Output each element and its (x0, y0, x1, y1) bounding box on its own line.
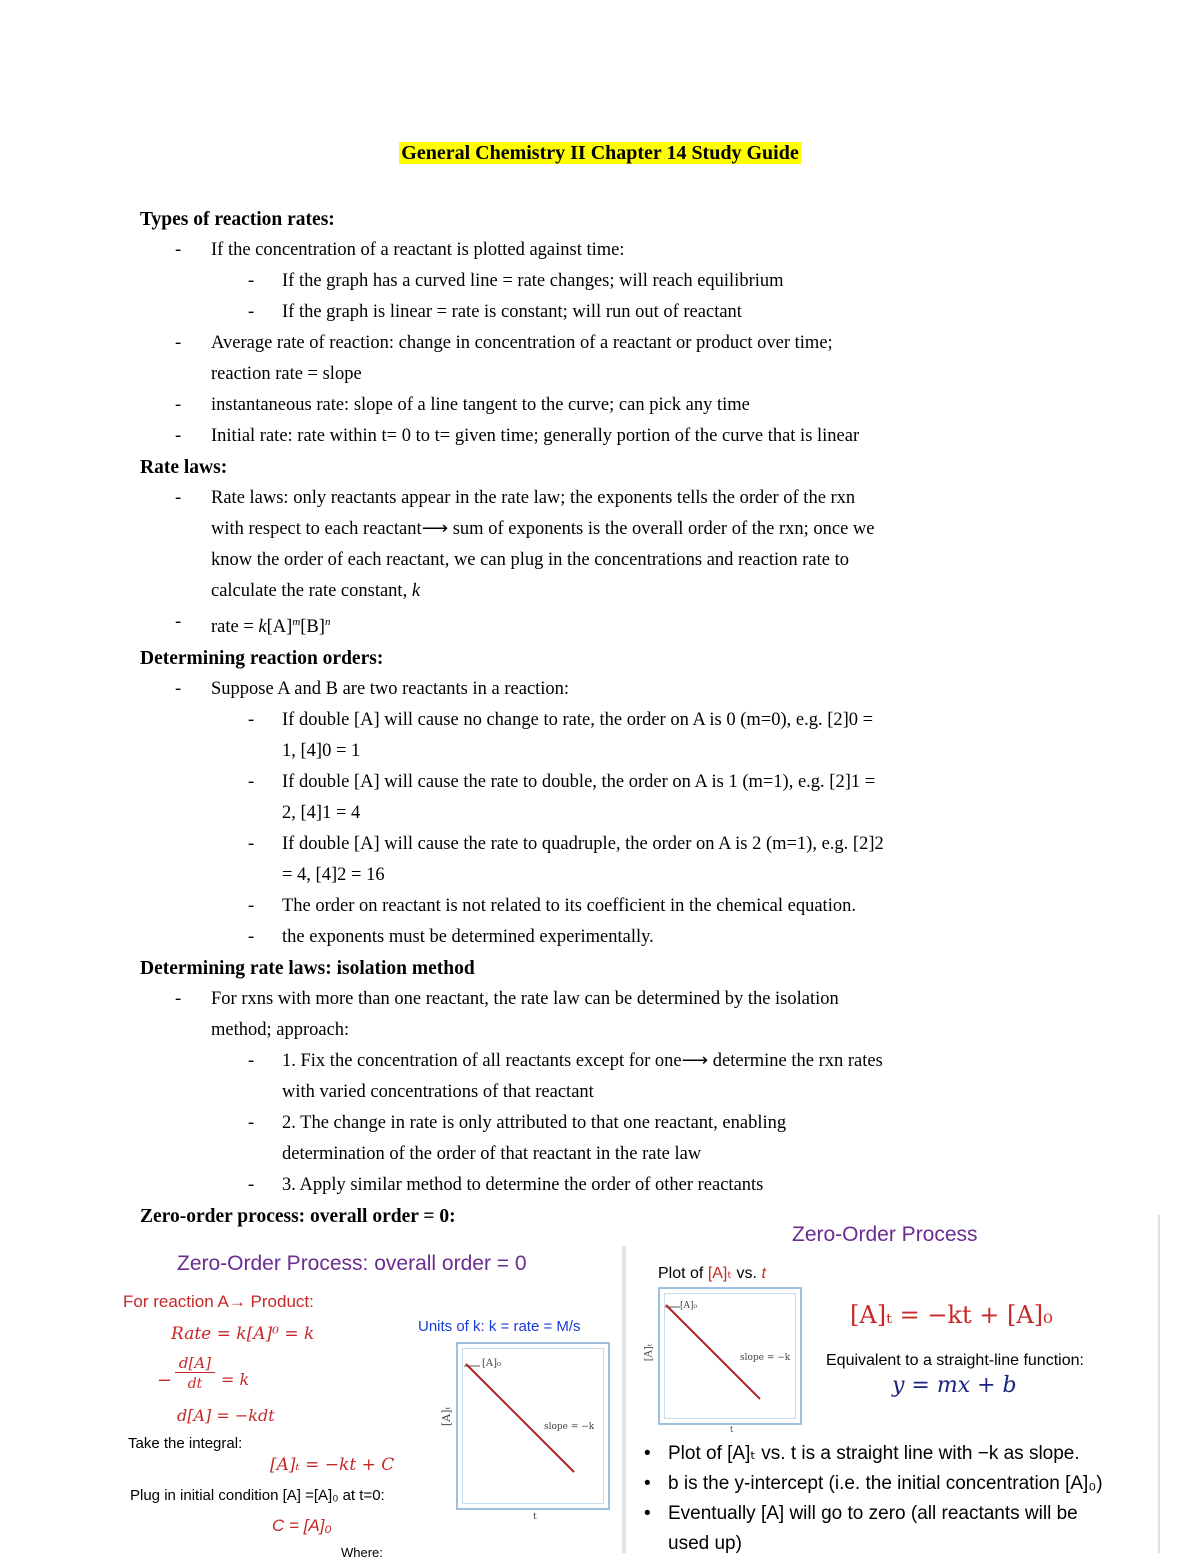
line-equation: y = mx + b (892, 1373, 1017, 1398)
page-title: General Chemistry II Chapter 14 Study Guide (401, 142, 799, 164)
list-item: - the exponents must be determined experimentally. (248, 927, 654, 948)
take-integral-label: Take the integral: (128, 1435, 243, 1452)
list-item: - If the graph has a curved line = rate changes; will reach equilibrium (248, 271, 784, 291)
slide-divider (622, 1246, 626, 1553)
list-item: • Eventually [A] will go to zero (all reactants will be (644, 1503, 1078, 1524)
list-item: - If the graph is linear = rate is constant; will run out of reactant (248, 302, 742, 322)
initial-condition-label: Plug in initial condition [A] =[A]₀ at t=0: (130, 1487, 385, 1504)
x-axis-label: t (533, 1512, 537, 1522)
section-heading: Zero-order process: overall order = 0: (140, 1206, 456, 1228)
section-heading: Rate laws: (140, 457, 228, 478)
list-item-continued: 2, [4]1 = 4 (282, 803, 361, 824)
list-item: - 3. Apply similar method to determine the order of other reactants (248, 1175, 764, 1196)
list-item-continued: know the order of each reactant, we can plug in the concentrations and reaction rate to (211, 550, 849, 570)
list-item: - If double [A] will cause the rate to double, the order on A is 1 (m=1), e.g. [2]1 = (248, 772, 876, 793)
list-item-continued: method; approach: (211, 1020, 350, 1041)
concentration-time-plot (456, 1342, 610, 1510)
differential-eq: d[A] = −kdt (177, 1406, 275, 1425)
list-item: - The order on reactant is not related to its coefficient in the chemical equation. (248, 896, 856, 917)
section-heading: Types of reaction rates: (140, 209, 335, 230)
study-guide-body (140, 204, 1070, 1232)
plot-title: Plot of [A]ₜ vs. t (658, 1265, 766, 1282)
list-item: - Average rate of reaction: change in concentration of a reactant or product over time; (175, 333, 833, 353)
rate-law-formula: - rate = $k[A]^m[B]^n$ (175, 612, 331, 638)
list-item: - For rxns with more than one reactant, the rate law can be determined by the isolation (175, 989, 839, 1010)
summary-bullets (642, 1439, 1152, 1559)
intercept-label: [A]₀ (680, 1301, 698, 1311)
slope-label: slope = −k (740, 1353, 791, 1363)
zero-order-slide-right (628, 1215, 1160, 1553)
list-item: - If double [A] will cause no change to rate, the order on A is 0 (m=0), e.g. [2]0 = (248, 710, 874, 731)
list-item: - Suppose A and B are two reactants in a reaction: (175, 679, 570, 700)
integrated-rate-law: [A]ₜ = −kt + [A]₀ (850, 1301, 1053, 1329)
list-item: - If double [A] will cause the rate to quadruple, the order on A is 2 (m=1), e.g. [2]2 (248, 834, 884, 855)
rate-equation: Rate = k[A]⁰ = k (171, 1324, 315, 1344)
list-item: - 1. Fix the concentration of all reactants except for one⟶ determine the rxn rates (248, 1051, 883, 1072)
constant-equation: C = [A]₀ (272, 1516, 332, 1535)
section-heading: Determining reaction orders: (140, 648, 384, 670)
reaction-label: For reaction A→ Product: (123, 1292, 314, 1311)
minus-sign: − (157, 1370, 173, 1391)
slope-label: slope = −k (544, 1422, 595, 1432)
list-item: - instantaneous rate: slope of a line tangent to the curve; can pick any time (175, 395, 750, 415)
list-item-continued: with varied concentrations of that reactant (282, 1082, 594, 1103)
list-item-continued: calculate the rate constant, k (211, 581, 421, 601)
concentration-time-plot (658, 1287, 802, 1425)
derivative-numerator: d[A] (175, 1354, 215, 1373)
list-item: • b is the y-intercept (i.e. the initial concentration [A]₀) (644, 1473, 1103, 1494)
derivative-denominator: dt (187, 1376, 203, 1392)
list-item-continued: 1, [4]0 = 1 (282, 741, 361, 762)
list-item: - Rate laws: only reactants appear in the rate law; the exponents tells the order of the rxn (175, 488, 856, 508)
zero-order-line (666, 1305, 760, 1399)
list-item: • Plot of [A]ₜ vs. t is a straight line with −k as slope. (644, 1443, 1080, 1464)
list-item-continued: with respect to each reactant⟶ sum of exponents is the overall order of the rxn; once we (211, 519, 875, 539)
integral-equation: [A]ₜ = −kt + C (270, 1455, 395, 1475)
equivalent-label: Equivalent to a straight-line function: (826, 1352, 1084, 1369)
section-heading: Determining rate laws: isolation method (140, 958, 475, 980)
units-label: Units of k: k = rate = M/s (418, 1318, 581, 1335)
y-axis-label: [A]ₜ (440, 1406, 454, 1427)
list-item: - 2. The change in rate is only attributed to that one reactant, enabling (248, 1113, 787, 1134)
x-axis-label: t (730, 1425, 734, 1434)
list-item-continued: = 4, [4]2 = 16 (282, 865, 385, 886)
derivative-rhs: = k (221, 1370, 250, 1389)
zero-order-slide-left (115, 1242, 623, 1560)
list-item-continued: used up) (668, 1533, 742, 1554)
list-item: - Initial rate: rate within t= 0 to t= given time; generally portion of the curve that is linear (175, 426, 860, 446)
zero-order-line (466, 1364, 574, 1472)
intercept-label: [A]₀ (482, 1358, 502, 1369)
slide-title: Zero-Order Process: overall order = 0 (177, 1252, 527, 1275)
y-axis-label: [A]ₜ (643, 1343, 655, 1362)
list-item: - If the concentration of a reactant is plotted against time: (175, 240, 625, 260)
list-item-continued: determination of the order of that reactant in the rate law (282, 1144, 702, 1165)
slide-title: Zero-Order Process (792, 1223, 978, 1246)
where-label: Where: (341, 1545, 383, 1560)
list-item-continued: reaction rate = slope (211, 364, 362, 384)
